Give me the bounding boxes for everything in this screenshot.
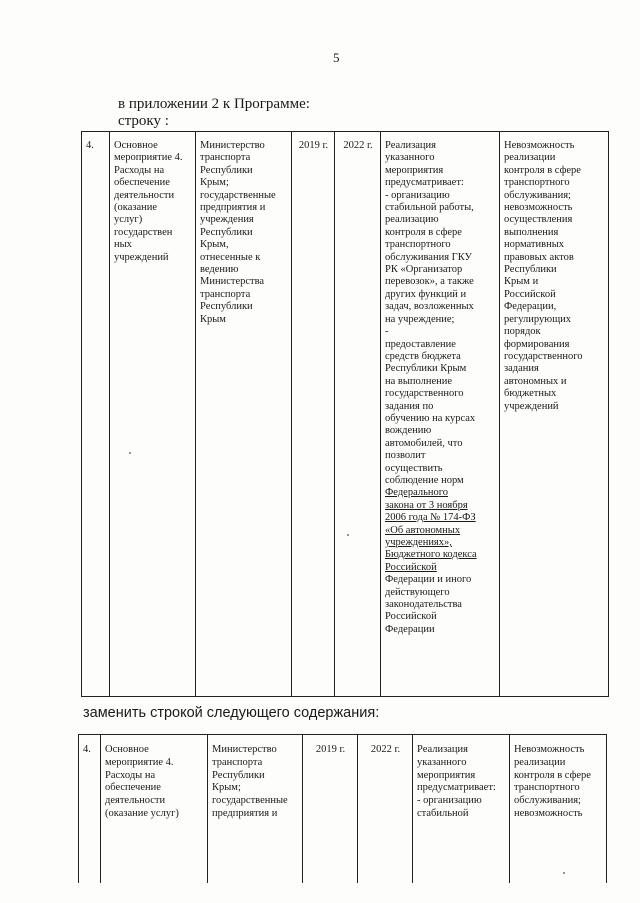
content-cell — [381, 132, 500, 697]
cell-text-line: осуществления — [504, 214, 573, 226]
cell-text-line: предприятия и — [200, 202, 266, 214]
end-year: 2022 г. — [370, 744, 401, 755]
cell-text-line: контроля в сфере — [385, 226, 462, 238]
cell-text-line: Министерство — [212, 744, 277, 755]
intro-line: в приложении 2 к Программе: — [118, 96, 310, 112]
cell-text-line: нормативных — [504, 239, 565, 251]
cell-text-line: законодательства — [385, 599, 462, 611]
cell-text-line: Республики — [200, 301, 253, 313]
cell-text-line: средств бюджета — [385, 350, 461, 362]
cell-text-line: позволит — [385, 450, 426, 462]
cell-text-line: государственные — [200, 189, 276, 201]
cell-text-line: Крым; — [200, 177, 229, 189]
intro-text — [118, 96, 310, 130]
cell-text-line: правовых актов — [504, 251, 574, 263]
cell-text-line: на учреждение; — [385, 313, 455, 325]
cell-text-line: отнесенные к — [200, 251, 261, 263]
cell-text-line: государственного — [385, 388, 464, 400]
executor-cell — [196, 132, 292, 697]
content-cell — [413, 735, 510, 884]
cell-text-line: учреждений — [114, 251, 169, 263]
start-year-cell — [292, 132, 335, 697]
cell-text-line: - организацию — [417, 795, 482, 807]
cell-text-line: контроля в сфере — [514, 769, 591, 781]
consequences-cell — [500, 132, 609, 697]
cell-text-line: стабильной работы, — [385, 202, 474, 214]
cell-text-line: бюджетных — [504, 388, 557, 400]
table-row — [79, 735, 607, 884]
cell-text-line: автомобилей, что — [385, 437, 463, 449]
cell-text-line: транспортного — [514, 782, 580, 794]
cell-text-line: учреждения — [200, 214, 254, 226]
cell-text-line: Российской — [504, 288, 556, 300]
cell-text-line: других функций и — [385, 288, 467, 300]
cell-text-line: регулирующих — [504, 313, 572, 325]
cell-text-line: обслуживания; — [514, 795, 581, 807]
cell-text-line: государственные — [212, 795, 288, 807]
cell-text-line: (оказание — [114, 202, 158, 214]
cell-text-line: на выполнение — [385, 375, 453, 387]
cell-text-line: порядок — [504, 326, 541, 338]
cell-text-line: РК «Организатор — [385, 264, 463, 276]
cell-text-line: (оказание услуг) — [105, 807, 179, 819]
cell-text-line: деятельности — [114, 189, 175, 201]
cell-text-line: - — [385, 326, 389, 338]
cell-text-line: предусматривает: — [385, 177, 464, 189]
cell-text-line: невозможность — [504, 202, 573, 214]
cell-text-line: обучению на курсах — [385, 412, 476, 424]
cell-text-line: Министерство — [200, 140, 265, 151]
cell-text-line: транспортного — [385, 239, 451, 251]
cell-text-line: закона от 3 ноября — [385, 499, 468, 511]
page-number: 5 — [333, 50, 340, 65]
cell-text-line: Реализация — [417, 744, 468, 755]
cell-text-line: предусматривает: — [417, 782, 496, 794]
cell-text-line: соблюдение норм — [385, 474, 464, 486]
cell-text-line: Федерального — [385, 487, 449, 499]
scan-speck — [563, 872, 565, 874]
row-number: 4. — [83, 744, 91, 755]
cell-text-line: учреждений — [504, 400, 559, 412]
scan-speck — [129, 452, 131, 454]
cell-text-line: Невозможность — [514, 744, 585, 755]
old-row-table — [81, 131, 609, 697]
cell-text-line: Реализация — [385, 140, 436, 151]
cell-text-line: Невозможность — [504, 140, 575, 151]
cell-text-line: обеспечение — [105, 782, 161, 794]
executor-cell — [208, 735, 303, 884]
cell-text-line: обслуживания ГКУ — [385, 251, 472, 263]
cell-text-line: Крым; — [212, 782, 241, 794]
cell-text-line: Министерства — [200, 276, 265, 288]
cell-text-line: Российской — [385, 611, 437, 623]
cell-text-line: Федерации и иного — [385, 574, 472, 586]
row-number: 4. — [86, 140, 94, 151]
cell-text-line: Республики — [504, 264, 557, 276]
replace-instruction: заменить строкой следующего содержания: — [83, 705, 380, 721]
cell-text-line: действующего — [385, 586, 450, 598]
cell-text-line: «Об автономных — [385, 524, 461, 536]
cell-text-line: вождению — [385, 425, 432, 437]
cell-text-line: 2006 года № 174-ФЗ — [385, 512, 476, 524]
cell-text-line: деятельности — [105, 795, 166, 807]
cell-text-line: государственного — [504, 350, 583, 362]
cell-text-line: Федерации — [385, 623, 435, 635]
cell-text-line: Республики — [200, 226, 253, 238]
cell-text-line: Крым и — [504, 276, 539, 288]
cell-text-line: Республики — [200, 164, 253, 176]
cell-text-line: Российской — [385, 561, 437, 573]
cell-text-line: перевозок», а также — [385, 276, 474, 288]
cell-text-line: Расходы на — [114, 164, 165, 176]
end-year: 2022 г. — [343, 140, 373, 151]
cell-text-line: - организацию — [385, 189, 450, 201]
cell-text-line: транспорта — [200, 288, 251, 300]
scan-speck — [347, 534, 349, 536]
cell-text-line: контроля в сфере — [504, 164, 581, 176]
row-number-cell — [82, 132, 110, 697]
cell-text-line: Крым — [200, 313, 226, 325]
cell-text-line: предоставление — [385, 338, 456, 350]
cell-text-line: реализации — [504, 152, 556, 164]
cell-text-line: транспорта — [212, 756, 263, 768]
cell-text-line: невозможность — [514, 807, 583, 819]
cell-text-line: выполнения — [504, 226, 559, 238]
cell-text-line: формирования — [504, 338, 570, 350]
start-year: 2019 г. — [298, 140, 329, 151]
measure-name-cell — [110, 132, 196, 697]
cell-text-line: транспортного — [504, 177, 570, 189]
cell-text-line: задач, возложенных — [385, 301, 474, 313]
measure-name-cell — [101, 735, 208, 884]
cell-text-line: обслуживания; — [504, 189, 571, 201]
cell-text-line: мероприятие 4. — [114, 152, 183, 164]
cell-text-line: Основное — [105, 744, 149, 755]
cell-text-line: задания по — [385, 400, 434, 412]
cell-text-line: Бюджетного кодекса — [385, 549, 477, 561]
new-row-table — [78, 734, 607, 883]
cell-text-line: Федерации, — [504, 301, 557, 313]
cell-text-line: услуг) — [114, 214, 143, 226]
cell-text-line: мероприятие 4. — [105, 756, 174, 768]
cell-text-line: указанного — [417, 756, 467, 768]
cell-text-line: Крым, — [200, 239, 229, 251]
cell-text-line: осуществить — [385, 462, 443, 474]
start-year-cell — [303, 735, 358, 884]
start-year: 2019 г. — [315, 744, 346, 755]
cell-text-line: Основное — [114, 140, 158, 151]
consequences-cell — [510, 735, 607, 884]
cell-text-line: мероприятия — [385, 164, 444, 176]
cell-text-line: мероприятия — [417, 769, 476, 781]
cell-text-line: Республики Крым — [385, 363, 467, 375]
cell-text-line: задания — [504, 363, 539, 375]
cell-text-line: стабильной — [417, 807, 469, 819]
cell-text-line: предприятия и — [212, 807, 278, 819]
cell-text-line: реализацию — [385, 214, 439, 226]
table-row — [82, 132, 609, 697]
cell-text-line: указанного — [385, 152, 435, 164]
cell-text-line: Республики — [212, 769, 265, 781]
cell-text-line: Расходы на — [105, 769, 156, 781]
cell-text-line: ных — [114, 239, 132, 251]
row-number-cell — [79, 735, 101, 884]
cell-text-line: транспорта — [200, 152, 251, 164]
cell-text-line: обеспечение — [114, 177, 170, 189]
cell-text-line: реализации — [514, 756, 566, 768]
intro-line: строку : — [118, 113, 169, 129]
cell-text-line: автономных и — [504, 375, 567, 387]
end-year-cell — [335, 132, 381, 697]
end-year-cell — [358, 735, 413, 884]
cell-text-line: ведению — [200, 264, 239, 276]
cell-text-line: учреждениях», — [385, 537, 452, 548]
cell-text-line: государствен — [114, 226, 173, 238]
